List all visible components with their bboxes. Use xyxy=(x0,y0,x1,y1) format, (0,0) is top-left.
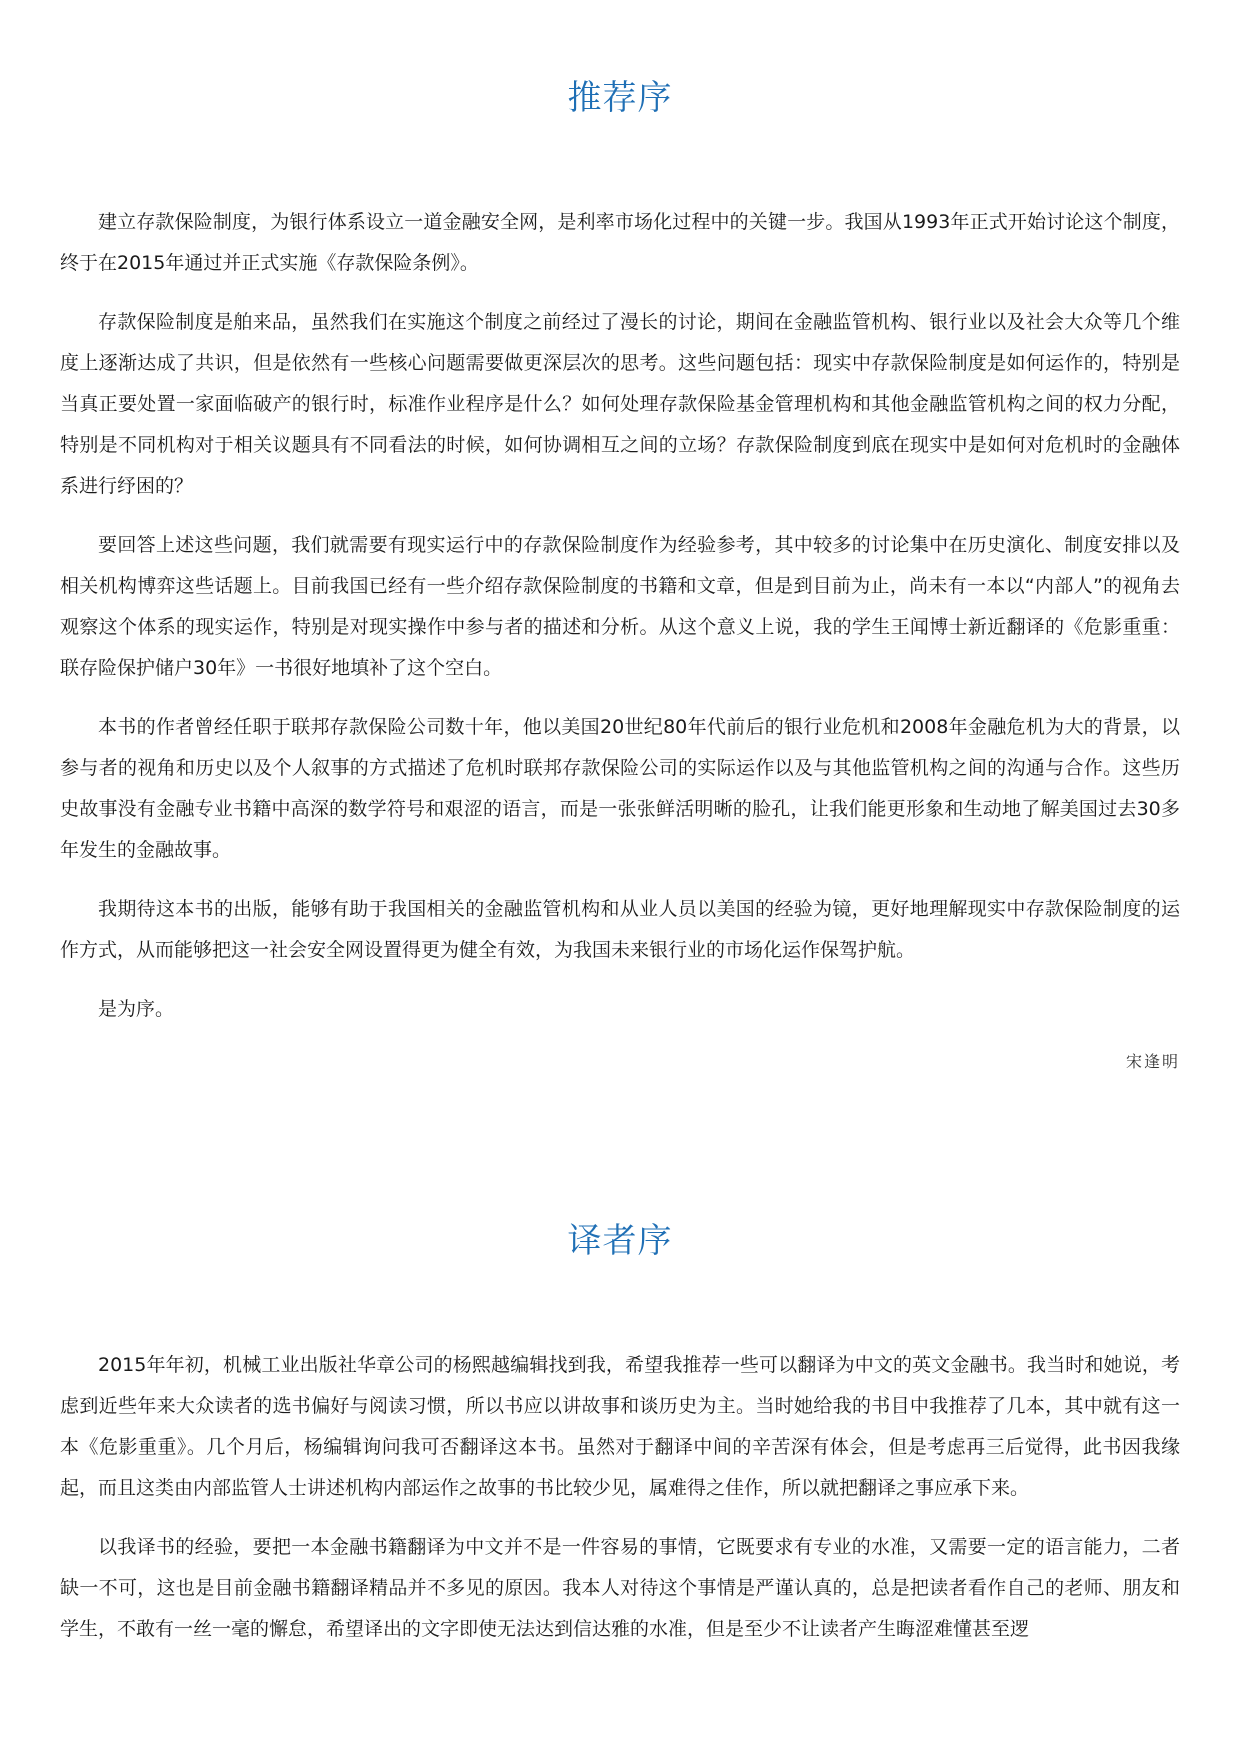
translator-preface-title: 译者序 xyxy=(567,1221,673,1261)
recommendation-preface-body xyxy=(60,202,1180,1048)
paragraph: 我期待这本书的出版，能够有助于我国相关的金融监管机构和从业人员以美国的经验为镜，更好地理解现实中存款保险制度的运作方式，从而能够把这一社会安全网设置得更为健全有效，为我国未来银行业的市场化运作保驾护航。 xyxy=(60,898,1180,961)
paragraph: 是为序。 xyxy=(98,998,175,1020)
paragraph: 本书的作者曾经任职于联邦存款保险公司数十年，他以美国20世纪80年代前后的银行业危机和2008年金融危机为大的背景，以参与者的视角和历史以及个人叙事的方式描述了危机时联邦存款保险公司的实际运作以及与其他监管机构之间的沟通与合作。这些历史故事没有金融专业书籍中高深的数学符号和艰涩的语言，而是一张张鲜活明晰的脸孔，让我们能更形象和生动地了解美国过去30多年发生的金融故事。 xyxy=(60,716,1180,861)
translator-preface-body xyxy=(60,1345,1180,1668)
paragraph: 存款保险制度是舶来品，虽然我们在实施这个制度之前经过了漫长的讨论，期间在金融监管机构、银行业以及社会大众等几个维度上逐渐达成了共识，但是依然有一些核心问题需要做更深层次的思考。这些问题包括：现实中存款保险制度是如何运作的，特别是当真正要处置一家面临破产的银行时，标准作业程序是什么？如何处理存款保险基金管理机构和其他金融监管机构之间的权力分配，特别是不同机构对于相关议题具有不同看法的时候，如何协调相互之间的立场？存款保险制度到底在现实中是如何对危机时的金融体系进行纾困的？ xyxy=(60,311,1180,497)
paragraph: 以我译书的经验，要把一本金融书籍翻译为中文并不是一件容易的事情，它既要求有专业的水准，又需要一定的语言能力，二者缺一不可，这也是目前金融书籍翻译精品并不多见的原因。我本人对待这个事情是严谨认真的，总是把读者看作自己的老师、朋友和学生，不敢有一丝一毫的懈怠，希望译出的文字即使无法达到信达雅的水准，但是至少不让读者产生晦涩难懂甚至逻 xyxy=(60,1536,1180,1640)
paragraph: 建立存款保险制度，为银行体系设立一道金融安全网，是利率市场化过程中的关键一步。我国从1993年正式开始讨论这个制度，终于在2015年通过并正式实施《存款保险条例》。 xyxy=(60,211,1180,274)
paragraph: 要回答上述这些问题，我们就需要有现实运行中的存款保险制度作为经验参考，其中较多的讨论集中在历史演化、制度安排以及相关机构博弈这些话题上。目前我国已经有一些介绍存款保险制度的书籍和文章，但是到目前为止，尚未有一本以“内部人”的视角去观察这个体系的现实运作，特别是对现实操作中参与者的描述和分析。从这个意义上说，我的学生王闻博士新近翻译的《危影重重：联存险保护储户30年》一书很好地填补了这个空白。 xyxy=(60,534,1180,679)
author-signature: 宋逢明 xyxy=(1125,1052,1180,1071)
paragraph: 2015年年初，机械工业出版社华章公司的杨熙越编辑找到我，希望我推荐一些可以翻译为中文的英文金融书。我当时和她说，考虑到近些年来大众读者的选书偏好与阅读习惯，所以书应以讲故事和谈历史为主。当时她给我的书目中我推荐了几本，其中就有这一本《危影重重》。几个月后，杨编辑询问我可否翻译这本书。虽然对于翻译中间的辛苦深有体会，但是考虑再三后觉得，此书因我缘起，而且这类由内部监管人士讲述机构内部运作之故事的书比较少见，属难得之佳作，所以就把翻译之事应承下来。 xyxy=(60,1354,1180,1499)
recommendation-preface-title: 推荐序 xyxy=(567,78,673,118)
